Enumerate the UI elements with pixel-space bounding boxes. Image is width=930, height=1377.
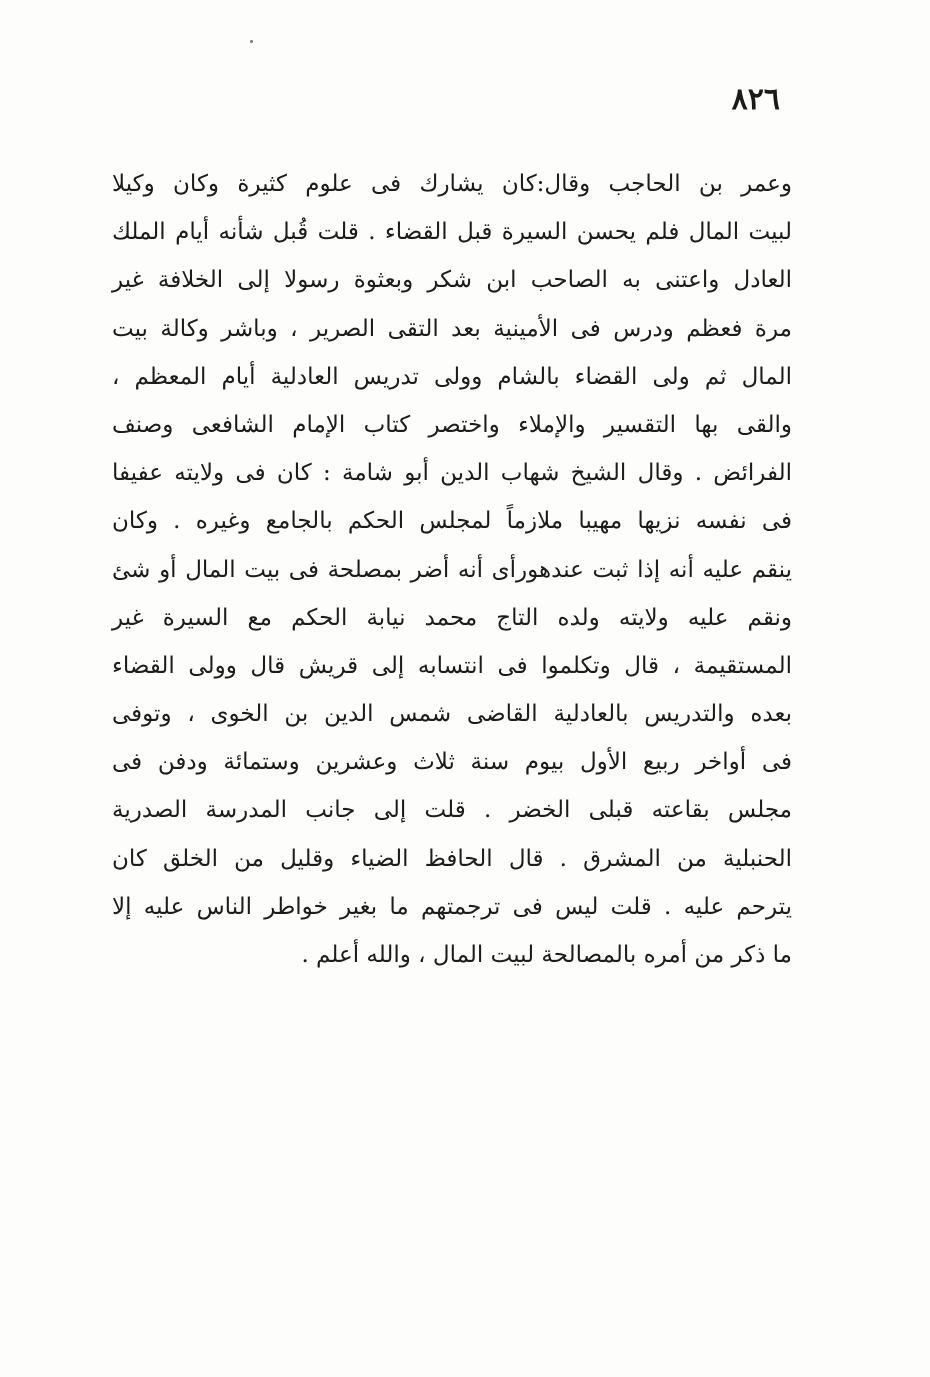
body-text bbox=[112, 160, 792, 979]
text-line: الحنبلية من المشرق . قال الحافظ الضياء وقليل من الخلق كان bbox=[112, 845, 792, 872]
text-line: مرة فعظم ودرس فى الأمينية بعد التقى الصرير ، وباشر وكالة بيت bbox=[112, 315, 792, 342]
text-line: المستقيمة ، قال وتكلموا فى انتسابه إلى قريش قال وولى القضاء bbox=[112, 652, 792, 679]
text-line: وعمر بن الحاجب وقال:كان يشارك فى علوم كثيرة وكان وكيلا bbox=[112, 171, 792, 197]
text-line: ونقم عليه ولايته ولده التاج محمد نيابة الحكم مع السيرة غير bbox=[112, 604, 792, 631]
text-line: العادل واعتنى به الصاحب ابن شكر وبعثوة رسولا إلى الخلافة غير bbox=[112, 267, 792, 294]
text-line: الفرائض . وقال الشيخ شهاب الدين أبو شامة : كان فى ولايته عفيفا bbox=[112, 460, 792, 487]
text-line: والقى بها التقسير والإملاء واختصر كتاب الإمام الشافعى وصنف bbox=[112, 411, 792, 438]
text-line: مجلس بقاعته قبلى الخضر . قلت إلى جانب المدرسة الصدرية bbox=[112, 797, 792, 824]
text-line: فى نفسه نزيها مهيبا ملازماً لمجلس الحكم بالجامع وغيره . وكان bbox=[112, 508, 792, 535]
text-line: لبيت المال فلم يحسن السيرة قبل القضاء . قلت قُبل شأنه أيام الملك bbox=[112, 219, 792, 246]
text-line: فى أواخر ربيع الأول بيوم سنة ثلاث وعشرين وستمائة ودفن فى bbox=[112, 749, 792, 776]
text-line: يترحم عليه . قلت ليس فى ترجمتهم ما بغير خواطر الناس عليه إلا bbox=[112, 893, 792, 920]
scan-speck bbox=[250, 40, 253, 43]
text-line: بعده والتدريس بالعادلية القاضى شمس الدين بن الخوى ، وتوفى bbox=[112, 701, 792, 728]
text-line: ينقم عليه أنه إذا ثبت عندهورأى أنه أضر بمصلحة فى بيت المال أو شئ bbox=[112, 556, 792, 583]
text-line-last: ما ذكر من أمره بالمصالحة لبيت المال ، والله أعلم . bbox=[301, 942, 792, 968]
text-line: المال ثم ولى القضاء بالشام وولى تدريس العادلية أيام المعظم ، bbox=[112, 363, 792, 390]
page-number: ٨٢٦ bbox=[731, 82, 780, 117]
